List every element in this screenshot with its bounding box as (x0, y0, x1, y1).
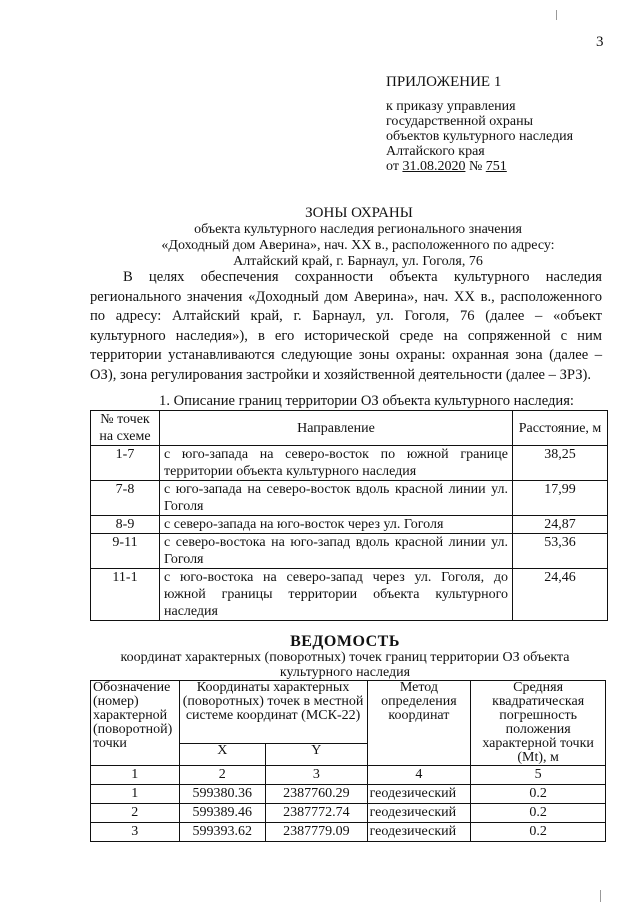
cell-x: 599389.46 (179, 804, 266, 823)
cell-distance: 24,46 (513, 569, 608, 621)
order-prefix: от (386, 159, 399, 174)
appendix-line: к приказу управления (386, 99, 516, 114)
appendix-order (386, 159, 573, 174)
col-number: 5 (471, 766, 606, 785)
appendix-line: Алтайского края (386, 144, 485, 159)
col-number: 3 (266, 766, 368, 785)
header-x: X (179, 744, 266, 766)
cell-direction: с северо-востока на юго-запад вдоль красной линии ул. Гоголя (160, 534, 513, 569)
table-row (91, 516, 608, 534)
header-direction: Направление (160, 411, 513, 446)
cell-distance: 38,25 (513, 446, 608, 481)
cell-direction: с юго-востока на северо-запад через ул. Гоголя, до южной границы территории объекта культурного наследия (160, 569, 513, 621)
cell-method: геодезический (367, 823, 471, 842)
vedomost-title: ВЕДОМОСТЬ (290, 633, 400, 650)
header-method: Метод определения координат (367, 681, 471, 766)
appendix-heading: ПРИЛОЖЕНИЕ 1 (386, 74, 502, 90)
page-number: 3 (596, 34, 604, 50)
title-line-1: объекта культурного наследия регионального значения (194, 222, 522, 237)
order-number: 751 (485, 159, 507, 174)
cell-direction: с северо-запада на юго-восток через ул. Гоголя (160, 516, 513, 534)
header-distance: Расстояние, м (513, 411, 608, 446)
table-row (91, 481, 608, 516)
cell-mt: 0.2 (471, 823, 606, 842)
document-title (100, 205, 590, 270)
table-row (91, 569, 608, 621)
intro-paragraph (90, 268, 602, 386)
cell-mt: 0.2 (471, 804, 606, 823)
col-number: 2 (179, 766, 266, 785)
cell-distance: 24,87 (513, 516, 608, 534)
header-coords: Координаты характерных (поворотных) точек в местной системе координат (МСК-22) (179, 681, 367, 744)
intro-text: В целях обеспечения сохранности объекта культурного наследия регионального значения «Доходный дом Аверина», нач. ХХ в., расположенного по адресу: Алтайский край, г. Барнаул, ул. Гоголя, 76 (далее – «объект культурного наследия»), в его исторической среде на сопряженной с ним территории устанавливаются следующие зоны охраны: охранная зона (далее – ОЗ), зона регулирования застройки и хозяйственной деятельности (далее – ЗРЗ). (90, 269, 602, 383)
cell-y: 2387779.09 (266, 823, 368, 842)
cell-distance: 17,99 (513, 481, 608, 516)
appendix-line: объектов культурного наследия (386, 129, 574, 144)
cell-direction: с юго-запада на северо-восток по южной границе территории объекта культурного наследия (160, 446, 513, 481)
col-number: 4 (367, 766, 471, 785)
table-row (91, 785, 606, 804)
cell-x: 599393.62 (179, 823, 266, 842)
header-y: Y (266, 744, 368, 766)
cell-points: 11-1 (91, 569, 160, 621)
title-line-3: Алтайский край, г. Барнаул, ул. Гоголя, 76 (233, 254, 483, 269)
table-header-row (91, 411, 608, 446)
cell-method: геодезический (367, 785, 471, 804)
cell-direction: с юго-запада на северо-восток вдоль красной линии ул. Гоголя (160, 481, 513, 516)
cell-point: 3 (91, 823, 180, 842)
vedomost-title-block (100, 633, 590, 680)
order-date: 31.08.2020 (402, 159, 466, 174)
cell-y: 2387760.29 (266, 785, 368, 804)
cell-points: 9-11 (91, 534, 160, 569)
scan-mark-top (556, 10, 557, 20)
header-designation: Обозначение (номер) характерной (поворотной) точки (91, 681, 180, 766)
column-numbers-row (91, 766, 606, 785)
col-number: 1 (91, 766, 180, 785)
cell-distance: 53,36 (513, 534, 608, 569)
scan-mark-bottom (600, 890, 601, 902)
cell-x: 599380.36 (179, 785, 266, 804)
cell-point: 2 (91, 804, 180, 823)
header-points: № точек на схеме (91, 411, 160, 446)
cell-points: 1-7 (91, 446, 160, 481)
header-error: Средняя квадратическая погрешность положения характерной точки (Mt), м (471, 681, 606, 766)
appendix-line: государственной охраны (386, 114, 534, 129)
cell-points: 7-8 (91, 481, 160, 516)
order-no-sign: № (468, 159, 483, 174)
table-header-row (91, 681, 606, 744)
coordinates-table (90, 680, 606, 842)
boundaries-table (90, 410, 608, 621)
vedomost-subtitle-2: культурного наследия (279, 665, 411, 680)
cell-points: 8-9 (91, 516, 160, 534)
vedomost-subtitle-1: координат характерных (поворотных) точек границ территории ОЗ объекта (120, 650, 570, 665)
table-row (91, 823, 606, 842)
cell-point: 1 (91, 785, 180, 804)
table-row (91, 446, 608, 481)
table-row (91, 804, 606, 823)
section1-caption: 1. Описание границ территории ОЗ объекта культурного наследия: (159, 393, 574, 409)
cell-mt: 0.2 (471, 785, 606, 804)
appendix-block (386, 74, 573, 174)
cell-y: 2387772.74 (266, 804, 368, 823)
title-line-2: «Доходный дом Аверина», нач. ХХ в., расположенного по адресу: (161, 238, 555, 253)
title-main: ЗОНЫ ОХРАНЫ (305, 205, 413, 221)
table-row (91, 534, 608, 569)
cell-method: геодезический (367, 804, 471, 823)
